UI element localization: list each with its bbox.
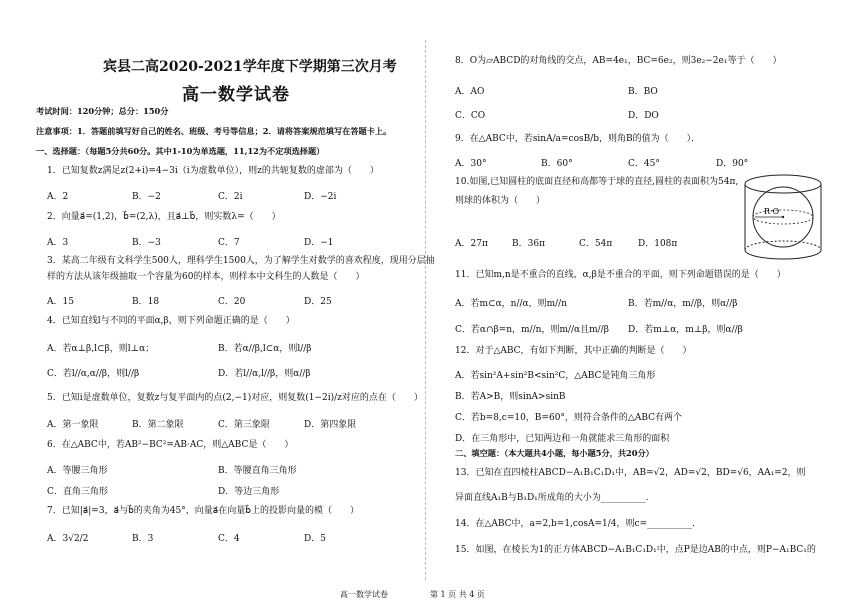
- q13-stem-line2: 异面直线A₁B与B₁D₁所成角的大小为__________.: [455, 493, 649, 503]
- q1-option-a: A．2: [47, 192, 69, 202]
- q5-stem: 5．已知i是虚数单位，复数z与复平面内的点(2,−1)对应，则复数(1−2i)/z对应的点在（ ）: [47, 393, 423, 403]
- q1-option-b: B．−2: [132, 192, 161, 202]
- exam-title: 宾县二高2020-2021学年度下学期第三次月考: [103, 59, 397, 75]
- q9-option-c: C．45°: [628, 159, 660, 169]
- q9-option-b: B．60°: [541, 159, 573, 169]
- q3-option-c: C．20: [218, 297, 246, 307]
- q9-option-a: A．30°: [455, 159, 487, 169]
- q6-option-d: D．等边三角形: [218, 487, 280, 497]
- q9-stem: 9．在△ABC中，若sinA/a=cosB/b，则角B的值为（ ）．: [455, 134, 701, 144]
- q12-option-d: D．在三角形中，已知两边和一角就能求三角形的面积: [455, 434, 670, 444]
- q11-option-d: D．若m⊥α，m⊥β，则α//β: [628, 325, 743, 335]
- q14-stem: 14．在△ABC中，a=2,b=1,cosA=1/4，则c=__________.: [455, 519, 695, 529]
- q10-option-b: B．36π: [512, 239, 545, 249]
- q10-stem-line2: 则球的体积为（ ）: [455, 196, 546, 206]
- q13-stem-line1: 13．已知在直四棱柱ABCD−A₁B₁C₁D₁中，AB=√2，AD=√2，BD=√6，AA₁=2，则: [455, 468, 806, 478]
- q3-option-b: B．18: [132, 297, 160, 307]
- q4-stem: 4．已知直线l与不同的平面α,β，则下列命题正确的是（ ）: [47, 316, 295, 326]
- q2-option-a: A．3: [47, 238, 69, 248]
- q11-option-a: A．若m⊂α，n//α，则m//n: [455, 299, 567, 309]
- q3-option-a: A．15: [47, 297, 74, 307]
- q12-option-b: B．若A>B，则sinA>sinB: [455, 392, 566, 402]
- q5-option-a: A．第一象限: [47, 420, 99, 430]
- q8-option-a: A．AO: [455, 87, 485, 97]
- q8-stem: 8．O为▱ABCD的对角线的交点，AB=4e₁，BC=6e₂，则3e₂−2e₁等于（ ）: [455, 56, 782, 66]
- q10-option-c: C．54π: [579, 239, 613, 249]
- q5-option-d: D．第四象限: [304, 420, 357, 430]
- q10-stem-line1: 10.如图,已知圆柱的底面直径和高都等于球的直径,圆柱的表面积为54π,: [455, 177, 739, 187]
- q6-option-c: C．直角三角形: [47, 487, 108, 497]
- q12-stem: 12．对于△ABC，有如下判断，其中正确的判断是（ ）: [455, 346, 692, 356]
- q11-option-c: C．若α∩β=n，m//n，则m//α且m//β: [455, 325, 609, 335]
- q2-stem: 2．向量a⃗=(1,2)，b⃗=(2,λ)，且a⃗⊥b⃗，则实数λ=（ ）: [47, 212, 281, 222]
- section1-heading: 一、选择题：（每题5分共60分。其中1-10为单选题，11,12为不定项选择题）: [36, 146, 325, 156]
- exam-subtitle: 高一数学试卷: [182, 85, 290, 105]
- q6-stem: 6．在△ABC中，若AB²−BC²=AB·AC，则△ABC是（ ）: [47, 440, 294, 450]
- q2-option-d: D．−1: [304, 238, 334, 248]
- footer-page: 第 1 页 共 4 页: [430, 590, 485, 599]
- q6-option-a: A．等腰三角形: [47, 466, 108, 476]
- fold-line: [425, 40, 426, 580]
- q11-stem: 11．已知m,n是不重合的直线，α,β是不重合的平面，则下列命题错误的是（ ）: [455, 270, 786, 280]
- q7-option-a: A．3√2/2: [47, 534, 89, 544]
- q1-option-c: C．2i: [218, 192, 243, 202]
- q1-option-d: D．−2i: [304, 192, 337, 202]
- q12-option-a: A．若sin²A+sin²B<sin²C，△ABC是钝角三角形: [455, 371, 656, 381]
- exam-meta: 考试时间：120分钟；总分：150分: [36, 106, 169, 116]
- q8-option-d: D．DO: [628, 111, 659, 121]
- q10-option-a: A．27π: [455, 239, 488, 249]
- q5-option-b: B．第二象限: [132, 420, 184, 430]
- q3-stem-line2: 样的方法从该年级抽取一个容量为60的样本，则样本中文科生的人数是（ ）: [47, 272, 365, 282]
- q7-option-b: B．3: [132, 534, 154, 544]
- q12-option-c: C．若b=8,c=10，B=60°，则符合条件的△ABC有两个: [455, 413, 683, 423]
- exam-notice: 注意事项：1．答题前填写好自己的姓名、班级、考号等信息；2．请将答案规范填写在答题卡上。: [36, 126, 392, 136]
- q5-option-c: C．第三象限: [218, 420, 270, 430]
- q2-option-b: B．−3: [132, 238, 161, 248]
- footer-left: 高一数学试卷: [340, 590, 388, 599]
- q7-option-d: D．5: [304, 534, 326, 544]
- q2-option-c: C．7: [218, 238, 240, 248]
- q4-option-a: A．若α⊥β,l⊂β，则l⊥α；: [47, 344, 155, 354]
- q1-stem: 1．已知复数z满足z(2+i)=4−3i（i为虚数单位），则z的共轭复数的虚部为（ ）: [47, 166, 379, 176]
- q8-option-c: C．CO: [455, 111, 486, 121]
- q4-option-c: C．若l//α,α//β，则l//β: [47, 369, 140, 379]
- q10-option-d: D．108π: [638, 239, 678, 249]
- q7-stem: 7．已知|a⃗|=3，a⃗与b⃗的夹角为45°，向量a⃗在向量b⃗上的投影向量的模（ ）: [47, 506, 359, 516]
- section2-heading: 二、填空题：（本大题共4小题，每小题5分，共20分）: [455, 448, 654, 458]
- cylinder-sphere-figure: [738, 170, 828, 266]
- q7-option-c: C．4: [218, 534, 240, 544]
- q3-stem-line1: 3．某高二年级有文科学生500人，理科学生1500人，为了解学生对数学的喜欢程度，现用分层抽: [47, 256, 435, 266]
- q4-option-d: D．若l//α,l//β，则α//β: [218, 369, 311, 379]
- q4-option-b: B．若α//β,l⊂α，则l//β: [218, 344, 312, 354]
- q6-option-b: B．等腰直角三角形: [218, 466, 297, 476]
- q9-option-d: D．90°: [716, 159, 749, 169]
- q11-option-b: B．若m//α，m//β，则α//β: [628, 299, 738, 309]
- q15-stem: 15．如图，在棱长为1的正方体ABCD−A₁B₁C₁D₁中，点P是边AB的中点，则P−A₁BC₁的: [455, 545, 816, 555]
- figure-label: R·O: [764, 207, 780, 216]
- q8-option-b: B．BO: [628, 87, 658, 97]
- q3-option-d: D．25: [304, 297, 332, 307]
